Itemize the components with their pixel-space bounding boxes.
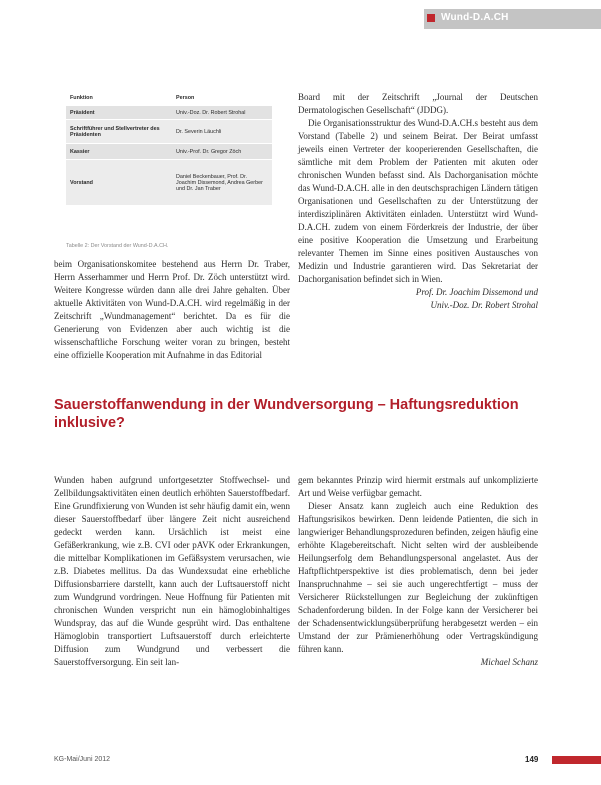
col-header-funktion: Funktion	[66, 91, 172, 106]
article-paragraph: Wunden haben aufgrund unfortgesetzter Stoffwechsel- und Zellbildungsaktivitäten einen deutlich erhöhten Sauerstoffbedarf. Eine Grundfixierung von Wunden ist sehr häufig damit ein, wenn dieser Sauerstoffbedarf über längere Zeit nicht ausreichend gedeckt werden kann. Ursächlich ist meist eine Gefäßerkrankung, wie z.B. CVI oder pAVK oder Erkrankungen, die mittelbar Komplikationen im Gefäßsystem verursachen, wie z.B. Diabetes mellitus. Da das Wundexsudat eine erhebliche Diffusionsbarriere darstellt, kann auch der Luftsauerstoff nicht zum Wundgrund vordringen. Neue Hoffnung für Patienten mit chronischen Wunden verspricht nun ein hämoglobinhaltiges Wundspray, das auf die Wunde gesprüht wird. Das enthaltene Hämoglobin transportiert Luftsauerstoff durch erleichterte Diffusion zum Wundgrund und verbessert die Sauerstoffversorgung. Ein seit lan-	[54, 475, 290, 667]
table-caption: Tabelle 2: Der Vorstand der Wund-D.A.CH.	[66, 243, 169, 249]
article-title: Sauerstoffanwendung in der Wundversorgung – Haftungsreduktion inklusive?	[54, 397, 519, 431]
issue-label: KG-Mai/Juni 2012	[54, 756, 111, 763]
page-number: 149	[525, 755, 539, 764]
cell-person: Univ.-Doz. Dr. Robert Strohal	[172, 106, 272, 120]
cell-person: Dr. Severin Läuchli	[172, 120, 272, 144]
left-column	[54, 258, 290, 362]
table-row	[66, 144, 272, 160]
signature-line: Univ.-Doz. Dr. Robert Strohal	[430, 300, 538, 310]
article-left-column	[54, 474, 290, 669]
author-line: Michael Schanz	[480, 657, 538, 667]
article-paragraph: Dieser Ansatz kann zugleich auch eine Reduktion des Haftungsrisikos bewirken. Denn leidende Patienten, die sich in langwieriger Behandlungsprozeduren befinden, zeigen häufig eine erhöhte Klagebereitschaft. Nicht selten wird der ausbleibende Heilungserfolg dem Behandlungspersonal angelastet. Aus der Haftpflichtperspektive ist dies problematisch, denn bei jeder Inanspruchnahme – sei sie auch ungerechtfertigt – muss der Versicherer Rückstellungen zur Begleichung der zukünftigen Schadenforderung bilden. In der Folge kann der Versicherer bei der Schadensentwicklungsüberprüfung herabgesetzt werden – ein Umstand der zur Prämienerhöhung oder Vertragskündigung führen kann.	[298, 501, 538, 654]
cell-funktion: Schriftführer und Stellvertreter des Präsidenten	[66, 120, 172, 144]
section-marker	[427, 14, 435, 22]
section-label: Wund-D.A.CH	[441, 12, 509, 23]
body-paragraph: Board mit der Zeitschrift „Journal der Deutschen Dermatologischen Gesellschaft“ (JDDG).	[298, 92, 538, 115]
body-paragraph: Die Organisationsstruktur des Wund-D.A.CH.s besteht aus dem Vorstand (Tabelle 2) und seinem Beirat. Der Beirat umfasst jeweils einen Vertreter der kooperierenden Gesellschaften, die sämtliche mit dem Problem der Patienten mit akuten oder chronischen Wunden befasst sind. Als Dachorganisation möchte das Wund-D.A.CH. alle in den deutschsprachigen Ländern tätigen Organisationen und Gesellschaften zu der Unterstützung der interdisziplinären Aktivitäten einladen. Unterstützt wird Wund-D.A.CH. zudem von einem Förderkreis der Industrie, der über eine positive Kooperation die Umsetzung und Erarbeitung relevanter Themen im Sinne eines positiven Austausches von Medizin und Industrie garantieren wird. Das Sekretariat der Dachorganisation befindet sich in Wien.	[298, 118, 538, 284]
cell-funktion: Präsident	[66, 106, 172, 120]
col-header-person: Person	[172, 91, 272, 106]
cell-funktion: Vorstand	[66, 160, 172, 206]
cell-funktion: Kassier	[66, 144, 172, 160]
body-paragraph: beim Organisationskomitee bestehend aus Herrn Dr. Traber, Herrn Asserhammer und Herrn Prof. Dr. Zöch unterstützt wird. Weitere Kongresse würden dann alle drei Jahre gehalten. Über aktuelle Aktivitäten von Wund-D.A.CH. wird regelmäßig in der Zeitschrift „Wundmanagement“ berichtet. Da es für die Generierung von Evidenzen aber auch wichtig ist die wissenschaftliche Forschung weiter voran zu bringen, besteht eine offizielle Kooperation mit Aufnahme in das Editorial	[54, 259, 290, 360]
cell-person: Daniel Beckenbauer, Prof. Dr. Joachim Dissemond, Andrea Gerber und Dr. Jan Traber	[172, 160, 272, 206]
table-row	[66, 106, 272, 120]
table-row	[66, 120, 272, 144]
footer-accent-bar	[552, 756, 601, 764]
board-table	[66, 91, 272, 206]
cell-person: Univ.-Prof. Dr. Gregor Zöch	[172, 144, 272, 160]
article-paragraph: gem bekanntes Prinzip wird hiermit erstmals auf unkomplizierte Art und Weise verfügbar gemacht.	[298, 475, 538, 498]
right-column	[298, 91, 538, 312]
table-row	[66, 160, 272, 206]
article-right-column	[298, 474, 538, 669]
signature-line: Prof. Dr. Joachim Dissemond und	[415, 287, 538, 297]
